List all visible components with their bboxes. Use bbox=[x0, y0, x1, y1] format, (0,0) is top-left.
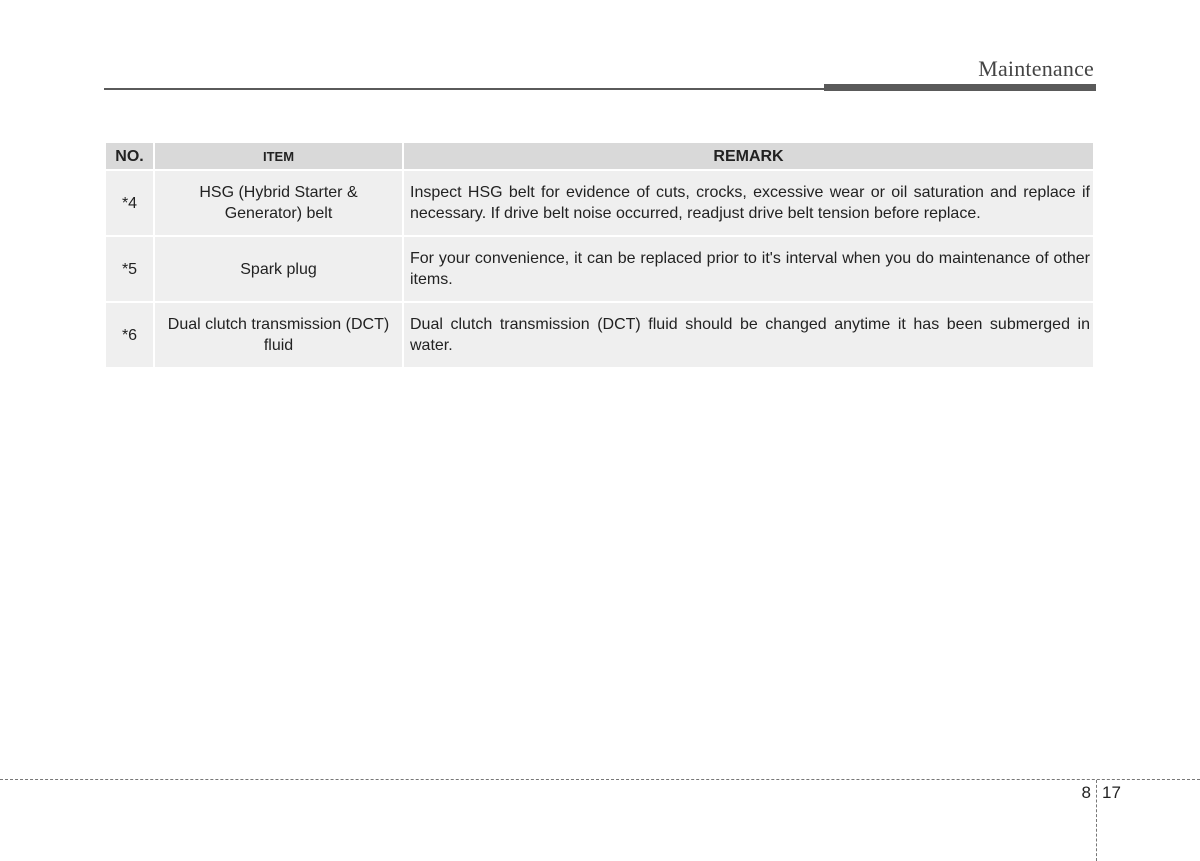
row-item: Dual clutch transmission (DCT) fluid bbox=[155, 303, 402, 367]
table-row bbox=[106, 237, 1093, 301]
row-item: HSG (Hybrid Starter & Generator) belt bbox=[155, 171, 402, 235]
column-header-no: NO. bbox=[106, 143, 153, 169]
chapter-number: 8 bbox=[1081, 783, 1091, 802]
footer-divider bbox=[0, 779, 1200, 780]
header-rule bbox=[104, 88, 824, 90]
row-remark: Inspect HSG belt for evidence of cuts, crocks, excessive wear or oil saturation and replace if necessary. If drive belt noise occurred, readjust drive belt tension before replace. bbox=[404, 171, 1093, 235]
table-row bbox=[106, 303, 1093, 367]
column-header-remark: REMARK bbox=[404, 143, 1093, 169]
row-number: *5 bbox=[106, 237, 153, 301]
page-number-divider bbox=[1096, 780, 1097, 861]
row-item: Spark plug bbox=[155, 237, 402, 301]
maintenance-table bbox=[104, 141, 1095, 369]
row-number: *4 bbox=[106, 171, 153, 235]
row-number: *6 bbox=[106, 303, 153, 367]
header-rule-accent bbox=[824, 84, 1096, 91]
table-header-row bbox=[106, 143, 1093, 169]
column-header-item: ITEM bbox=[155, 143, 402, 169]
section-title: Maintenance bbox=[978, 56, 1094, 81]
row-remark: Dual clutch transmission (DCT) fluid should be changed anytime it has been submerged in water. bbox=[404, 303, 1093, 367]
page-number: 17 bbox=[1102, 783, 1121, 802]
table-row bbox=[106, 171, 1093, 235]
row-remark: For your convenience, it can be replaced prior to it's interval when you do maintenance of other items. bbox=[404, 237, 1093, 301]
